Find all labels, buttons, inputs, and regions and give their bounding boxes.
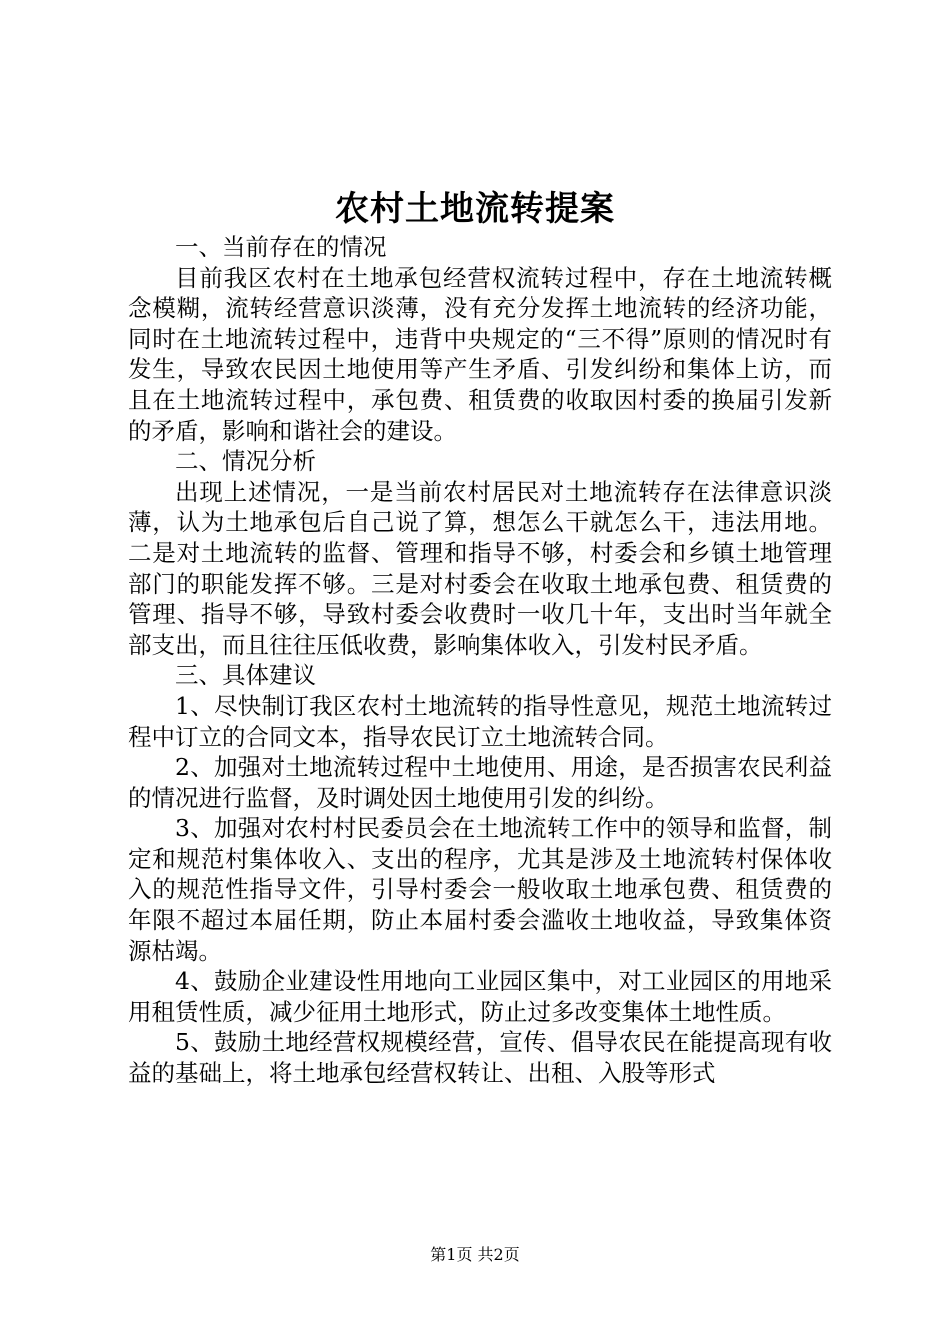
document-body <box>128 232 832 1089</box>
document-title: 农村土地流转提案 <box>335 189 615 229</box>
body-paragraph: 5、鼓励土地经营权规模经营，宣传、倡导农民在能提高现有收益的基础上，将土地承包经营权转让、出租、入股等形式 <box>128 1028 832 1088</box>
section-heading: 二、情况分析 <box>175 447 316 476</box>
section-heading: 三、具体建议 <box>175 661 316 690</box>
page-number-footer: 第1页 共2页 <box>430 1245 520 1264</box>
body-paragraph: 出现上述情况，一是当前农村居民对土地流转存在法律意识淡薄，认为土地承包后自己说了算，想怎么干就怎么干，违法用地。二是对土地流转的监督、管理和指导不够，村委会和乡镇土地管理部门的职能发挥不够。三是对村委会在收取土地承包费、租赁费的管理、指导不够，导致村委会收费时一收几十年，支出时当年就全部支出，而且往往压低收费，影响集体收入，引发村民矛盾。 <box>128 477 832 659</box>
body-paragraph: 4、鼓励企业建设性用地向工业园区集中，对工业园区的用地采用租赁性质，减少征用土地形式，防止过多改变集体土地性质。 <box>128 967 832 1026</box>
body-paragraph: 3、加强对农村村民委员会在土地流转工作中的领导和监督，制定和规范村集体收入、支出的程序，尤其是涉及土地流转村保体收入的规范性指导文件，引导村委会一般收取土地承包费、租赁费的年限不超过本届任期，防止本届村委会滥收土地收益，导致集体资源枯竭。 <box>128 814 832 965</box>
section-heading: 一、当前存在的情况 <box>175 233 387 261</box>
body-paragraph: 目前我区农村在土地承包经营权流转过程中，存在土地流转概念模糊，流转经营意识淡薄，没有充分发挥土地流转的经济功能，同时在土地流转过程中，违背中央规定的“三不得”原则的情况时有发生，导致农民因土地使用等产生矛盾、引发纠纷和集体上访，而且在土地流转过程中，承包费、租赁费的收取因村委的换届引发新的矛盾，影响和谐社会的建设。 <box>128 263 832 445</box>
body-paragraph: 1、尽快制订我区农村土地流转的指导性意见，规范土地流转过程中订立的合同文本，指导农民订立土地流转合同。 <box>128 691 832 751</box>
body-paragraph: 2、加强对土地流转过程中土地使用、用途，是否损害农民利益的情况进行监督，及时调处因土地使用引发的纠纷。 <box>128 753 832 812</box>
